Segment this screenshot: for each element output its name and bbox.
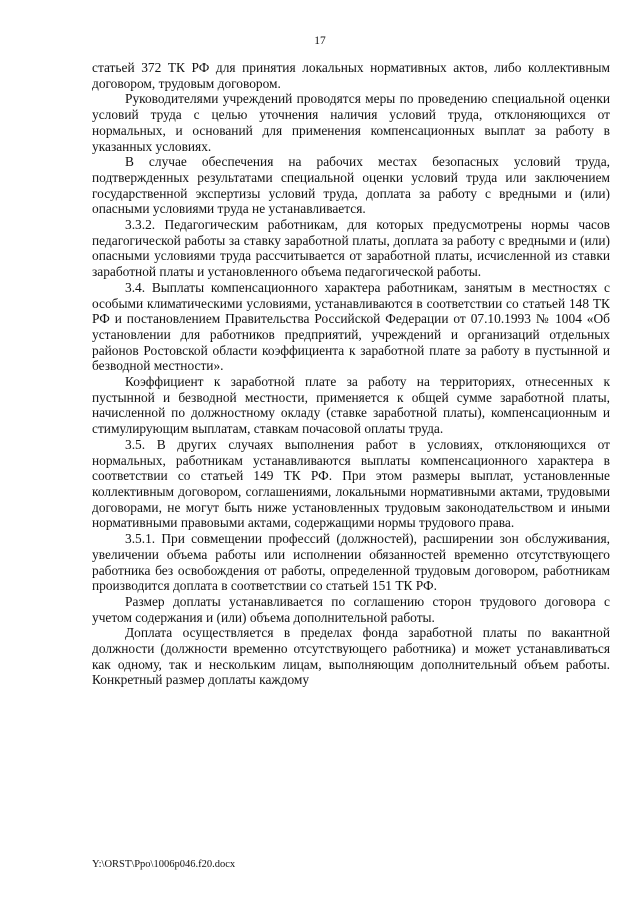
paragraph-3-4: 3.4. Выплаты компенсационного характера работникам, занятым в местностях с особыми климатическими условиями, устанавливаются в соответствии со статьей 148 ТК РФ и постановлением Правительства Российской Федерации от 07.10.1993 № 1004 «Об установлении для работников предприятий, учреждений и организаций отдельных районов Ростовской области коэффициента к заработной плате за работу в пустынной и безводной местности». — [92, 279, 610, 374]
page-number: 17 — [314, 35, 326, 47]
footer-file-path: Y:\ORST\Ppo\1006p046.f20.docx — [92, 859, 236, 870]
paragraph-payment-size: Размер доплаты устанавливается по соглашению сторон трудового договора с учетом содержания и (или) объема дополнительной работы. — [92, 593, 610, 625]
paragraph-3-5: 3.5. В других случаях выполнения работ в условиях, отклоняющихся от нормальных, работникам устанавливаются выплаты компенсационного характера в соответствии со статьей 149 ТК РФ. При этом размеры выплат, установленные коллективным договором, соглашениями, локальными нормативными актами, трудовыми договорами, не могут быть ниже установленных трудовым законодательством и иными нормативными правовыми актами, содержащими нормы трудового права. — [92, 436, 610, 531]
paragraph-safe-conditions: В случае обеспечения на рабочих местах безопасных условий труда, подтвержденных результатами специальной оценки условий труда или заключением государственной экспертизы условий труда, доплата за работу с вредными и (или) опасными условиями труда не устанавливается. — [92, 154, 610, 217]
paragraph-3-3-2: 3.3.2. Педагогическим работникам, для которых предусмотрены нормы часов педагогической работы за ставку заработной платы, доплата за работу с вредными и (или) опасными условиями труда рассчитывается от заработной платы, исчисленной из ставки заработной платы и установленного объема педагогической работы. — [92, 217, 610, 280]
paragraph-continuation: статьей 372 ТК РФ для принятия локальных нормативных актов, либо коллективным договором, трудовым договором. — [92, 60, 610, 91]
paragraph-coefficient: Коэффициент к заработной плате за работу на территориях, отнесенных к пустынной и безводной местности, применяется к общей сумме заработной платы, начисленной по должностному окладу (ставке заработной платы), компенсационным и стимулирующим выплатам, ставкам почасовой оплаты труда. — [92, 374, 610, 437]
paragraph-payment-fund: Доплата осуществляется в пределах фонда заработной платы по вакантной должности (должности временно отсутствующего работника) и может устанавливаться как одному, так и нескольким лицам, выполняющим дополнительный объем работы. Конкретный размер доплаты каждому — [92, 625, 610, 688]
paragraph-3-5-1: 3.5.1. При совмещении профессий (должностей), расширении зон обслуживания, увеличении объема работы или исполнении обязанностей временно отсутствующего работника без освобождения от работы, определенной трудовым договором, работникам производится доплата в соответствии со статьей 151 ТК РФ. — [92, 531, 610, 594]
document-body — [92, 60, 610, 688]
paragraph-special-assessment: Руководителями учреждений проводятся меры по проведению специальной оценки условий труда с целью уточнения наличия условий труда, отклоняющихся от нормальных, и оснований для применения компенсационных выплат за работу в указанных условиях. — [92, 91, 610, 154]
